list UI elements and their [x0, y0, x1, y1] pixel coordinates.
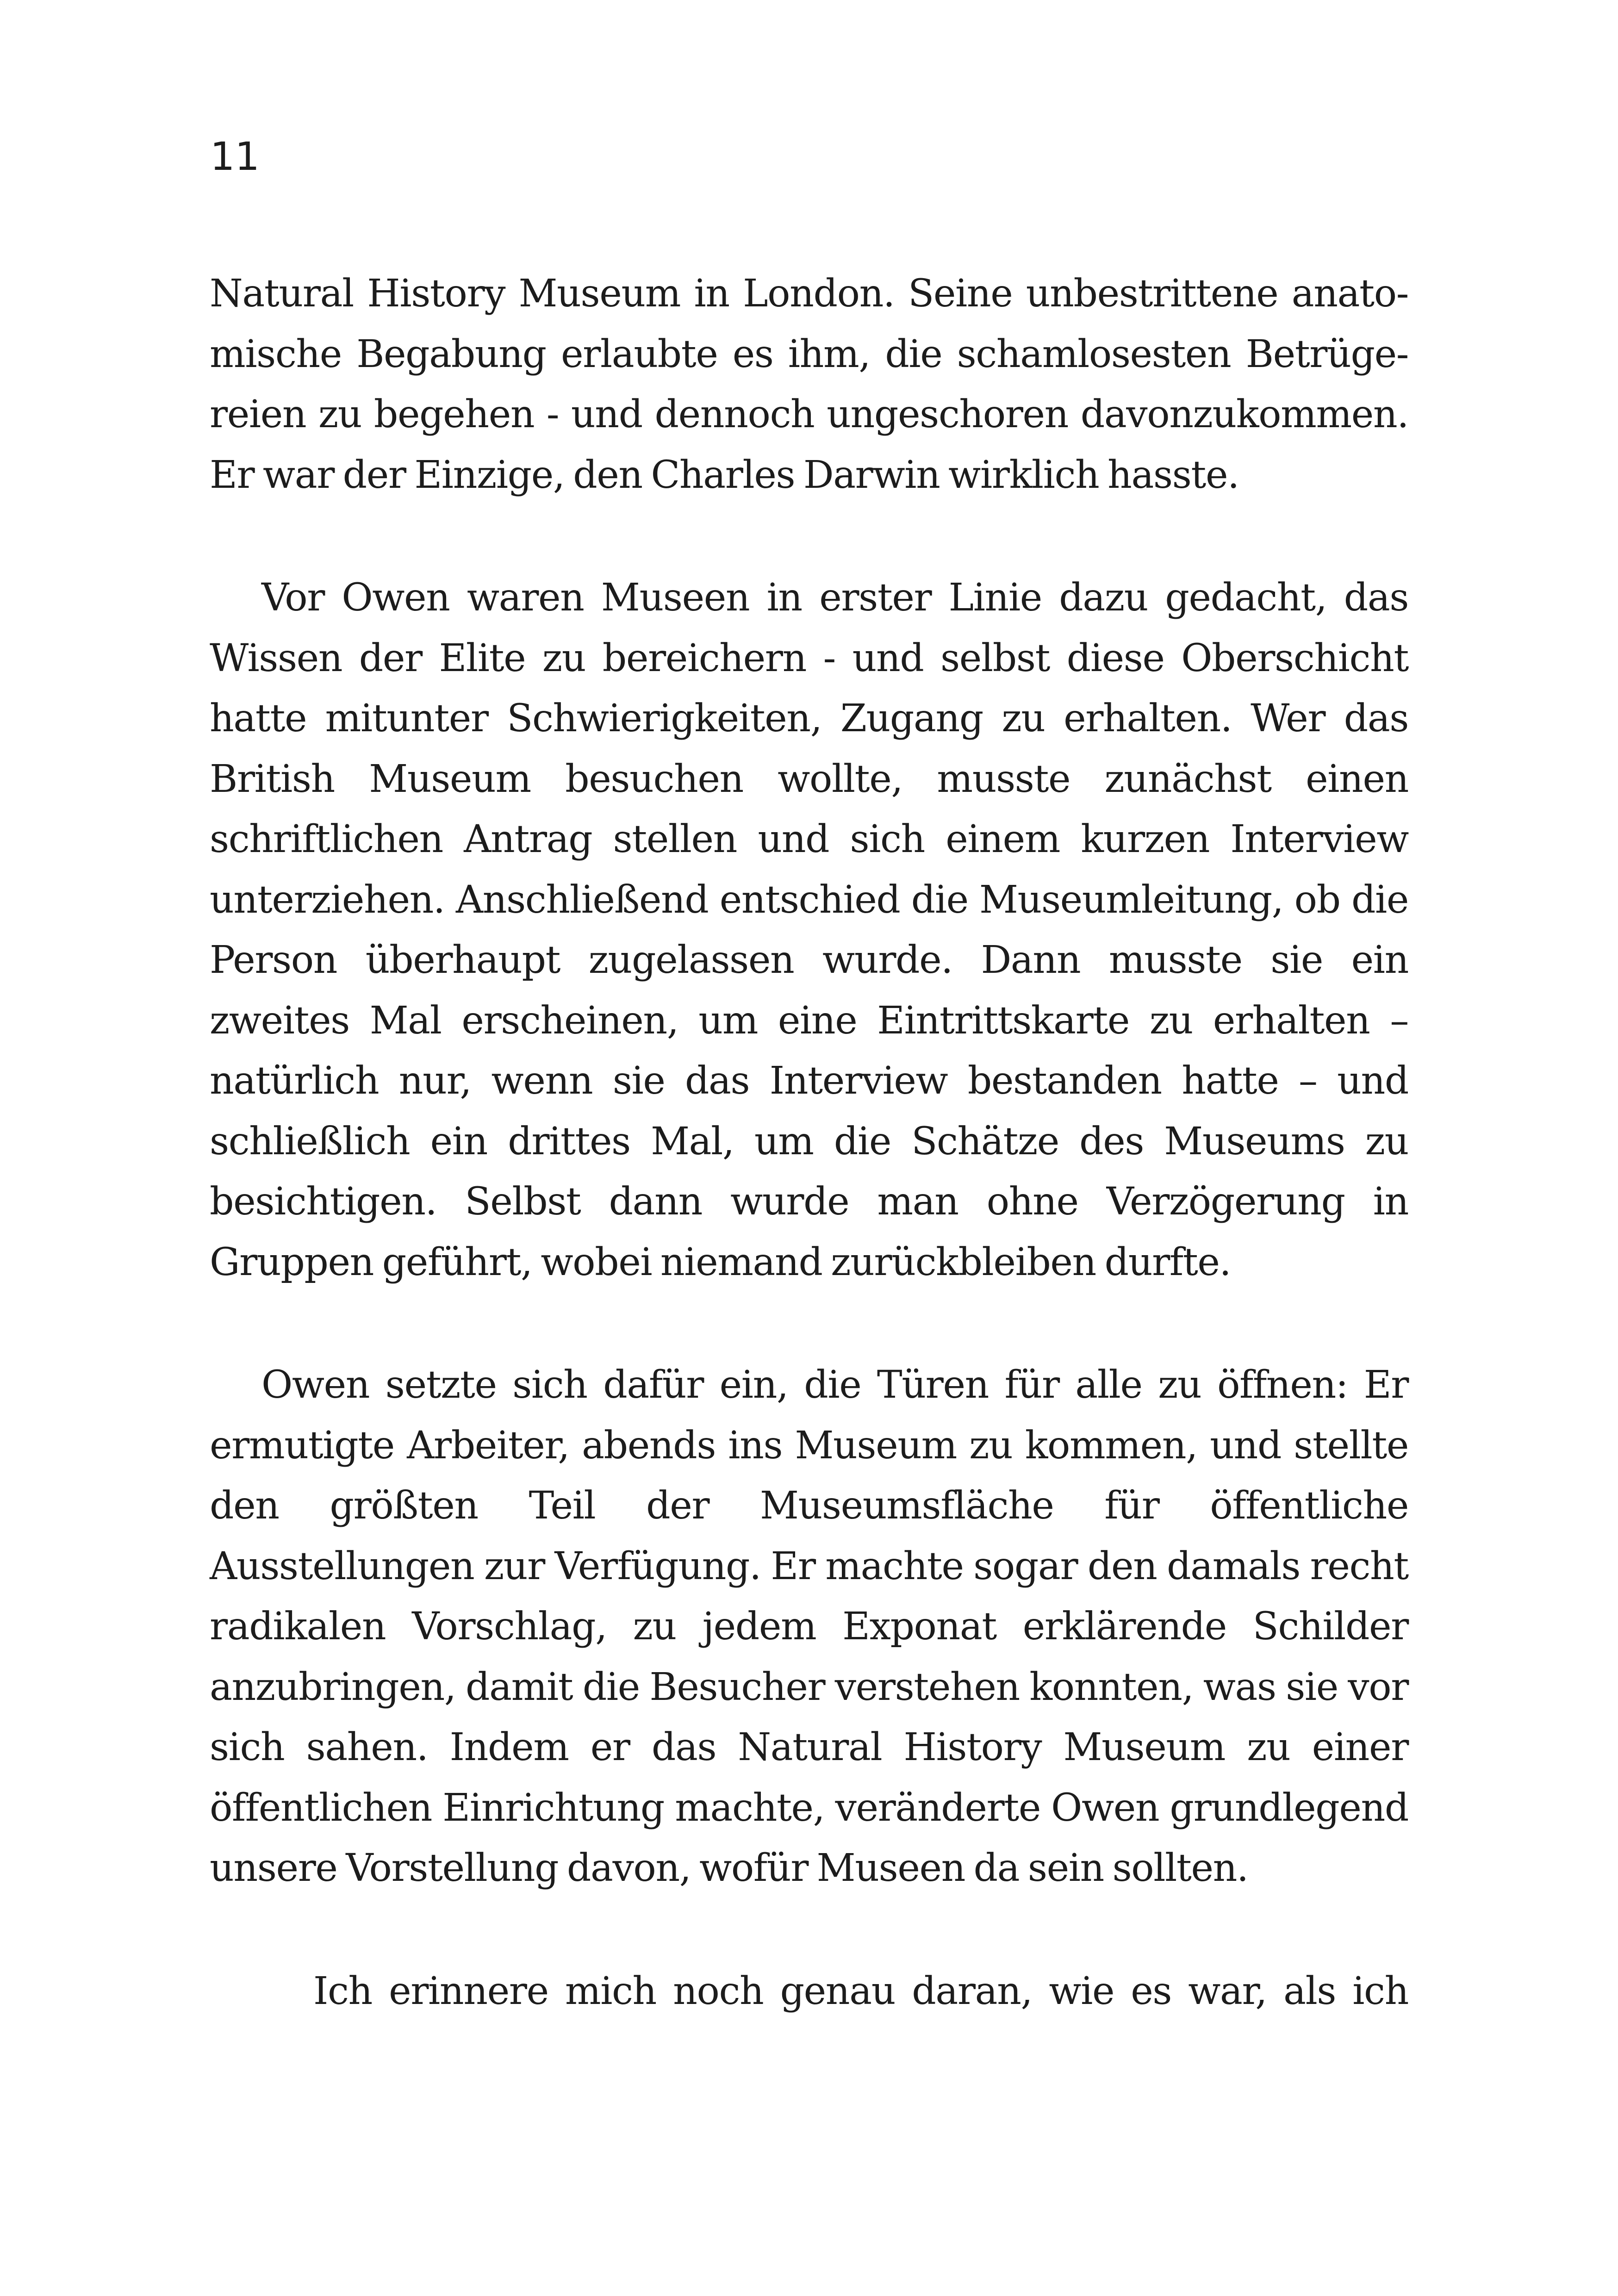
text-line: unsere Vorstellung davon, wofür Museen da sein sollten.: [210, 1846, 1248, 1890]
text-line: unterziehen. Anschließend entschied die Museumleitung, ob die: [210, 877, 1408, 922]
paragraph-2: [210, 568, 1408, 1293]
text-line: den größten Teil der Museumsfläche für öffentliche: [210, 1484, 1408, 1528]
text-line: Natural History Museum in London. Seine unbestrittene anato-: [210, 272, 1408, 316]
text-line: ermutigte Arbeiter, abends ins Museum zu kommen, und stellte: [210, 1423, 1408, 1468]
text-line: anzubringen, damit die Besucher verstehen konnten, was sie vor: [210, 1665, 1408, 1709]
text-line: British Museum besuchen wollte, musste zunächst einen: [210, 757, 1408, 801]
text-line: hatte mitunter Schwierigkeiten, Zugang zu erhalten. Wer das: [210, 697, 1408, 740]
text-line: mische Begabung erlaubte es ihm, die schamlosesten Betrüge-: [210, 332, 1408, 376]
text-line: Ausstellungen zur Verfügung. Er machte sogar den damals recht: [210, 1544, 1408, 1588]
text-line: Person überhaupt zugelassen wurde. Dann musste sie ein: [210, 938, 1408, 982]
text-line: Owen setzte sich dafür ein, die Türen für alle zu öffnen: Er: [261, 1363, 1408, 1407]
text-line: öffentlichen Einrichtung machte, veränderte Owen grundlegend: [210, 1786, 1408, 1830]
text-line: Vor Owen waren Museen in erster Linie dazu gedacht, das: [261, 576, 1408, 620]
text-line: natürlich nur, wenn sie das Interview bestanden hatte – und: [210, 1059, 1408, 1103]
text-line: radikalen Vorschlag, zu jedem Exponat erklärende Schilder: [210, 1605, 1408, 1649]
text-line: schriftlichen Antrag stellen und sich einem kurzen Interview: [210, 817, 1408, 861]
text-line: Ich erinnere mich noch genau daran, wie es war, als ich: [313, 1969, 1408, 2013]
paragraph-1: [210, 264, 1408, 505]
text-line: Gruppen geführt, wobei niemand zurückbleiben durfte.: [210, 1240, 1231, 1284]
text-line: schließlich ein drittes Mal, um die Schätze des Museums zu: [210, 1119, 1408, 1164]
text-line: besichtigen. Selbst dann wurde man ohne Verzögerung in: [210, 1180, 1408, 1224]
paragraph-4: [210, 1961, 1408, 2022]
text-line: Wissen der Elite zu bereichern - und selbst diese Oberschicht: [210, 636, 1408, 680]
text-line: sich sahen. Indem er das Natural History Museum zu einer: [210, 1725, 1408, 1769]
page-number: 11: [210, 134, 260, 179]
text-line: reien zu begehen - und dennoch ungeschoren davonzukommen.: [210, 392, 1408, 436]
paragraph-3: [210, 1355, 1408, 1899]
body-text: [210, 264, 1408, 2022]
text-line: Er war der Einzige, den Charles Darwin wirklich hasste.: [210, 453, 1239, 497]
text-line: zweites Mal erscheinen, um eine Eintrittskarte zu erhalten –: [210, 998, 1408, 1043]
